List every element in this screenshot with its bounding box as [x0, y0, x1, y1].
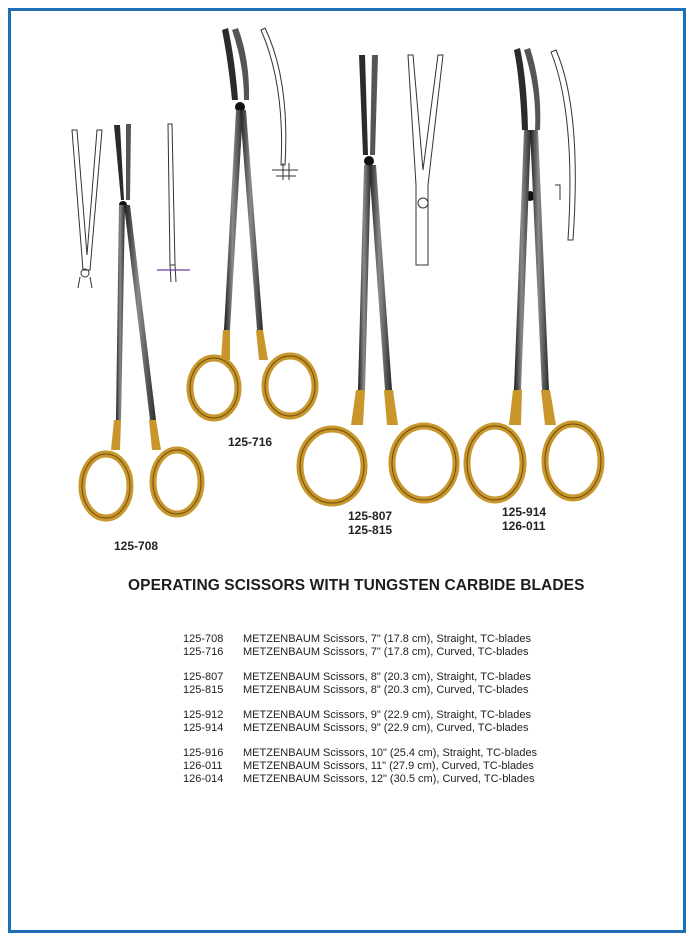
product-code: 125-912 [183, 709, 224, 721]
product-row [183, 773, 537, 786]
label-125-708: 125-708 [114, 539, 159, 553]
scissors-125-914 [467, 48, 601, 500]
product-list [183, 633, 537, 798]
page-title: OPERATING SCISSORS WITH TUNGSTEN CARBIDE BLADES [128, 577, 585, 594]
product-code: 125-914 [183, 722, 224, 734]
product-description: METZENBAUM Scissors, 9" (22.9 cm), Curved, TC-blades [243, 722, 529, 734]
scissors-125-708 [82, 124, 201, 518]
product-code: 125-716 [183, 646, 224, 658]
blade-detail-straight-side [157, 124, 190, 282]
product-description: METZENBAUM Scissors, 8" (20.3 cm), Curved, TC-blades [243, 684, 529, 696]
product-description: METZENBAUM Scissors, 12" (30.5 cm), Curved, TC-blades [243, 773, 535, 785]
blade-detail-straight-open-807 [408, 55, 443, 265]
blade-detail-curved-side-914 [551, 50, 575, 240]
product-code: 125-708 [183, 633, 224, 645]
label-125-815: 125-815 [348, 523, 393, 537]
product-description: METZENBAUM Scissors, 7" (17.8 cm), Straight, TC-blades [243, 633, 531, 645]
label-126-011: 126-011 [502, 519, 546, 533]
product-description: METZENBAUM Scissors, 11" (27.9 cm), Curved, TC-blades [243, 760, 534, 772]
product-row [183, 684, 537, 697]
product-group [183, 709, 537, 735]
product-description: METZENBAUM Scissors, 7" (17.8 cm), Curved, TC-blades [243, 646, 529, 658]
product-row [183, 747, 537, 760]
product-code: 125-807 [183, 671, 224, 683]
product-row [183, 671, 537, 684]
product-row [183, 760, 537, 773]
label-125-716: 125-716 [228, 435, 273, 449]
product-description: METZENBAUM Scissors, 8" (20.3 cm), Straight, TC-blades [243, 671, 531, 683]
product-code: 126-011 [183, 760, 223, 772]
blade-detail-curved-side [261, 28, 298, 180]
product-group [183, 747, 537, 786]
product-code: 126-014 [183, 773, 224, 785]
label-125-914: 125-914 [502, 505, 547, 519]
product-group [183, 633, 537, 659]
scissors-125-716 [190, 28, 315, 418]
product-row [183, 709, 537, 722]
product-code: 125-916 [183, 747, 224, 759]
product-code: 125-815 [183, 684, 224, 696]
product-description: METZENBAUM Scissors, 10" (25.4 cm), Straight, TC-blades [243, 747, 538, 759]
blade-detail-straight-open [72, 130, 102, 288]
scissors-125-807 [300, 55, 456, 503]
product-description: METZENBAUM Scissors, 9" (22.9 cm), Straight, TC-blades [243, 709, 531, 721]
product-row [183, 722, 537, 735]
product-group [183, 671, 537, 697]
product-row [183, 633, 537, 646]
label-125-807: 125-807 [348, 509, 393, 523]
product-row [183, 646, 537, 659]
